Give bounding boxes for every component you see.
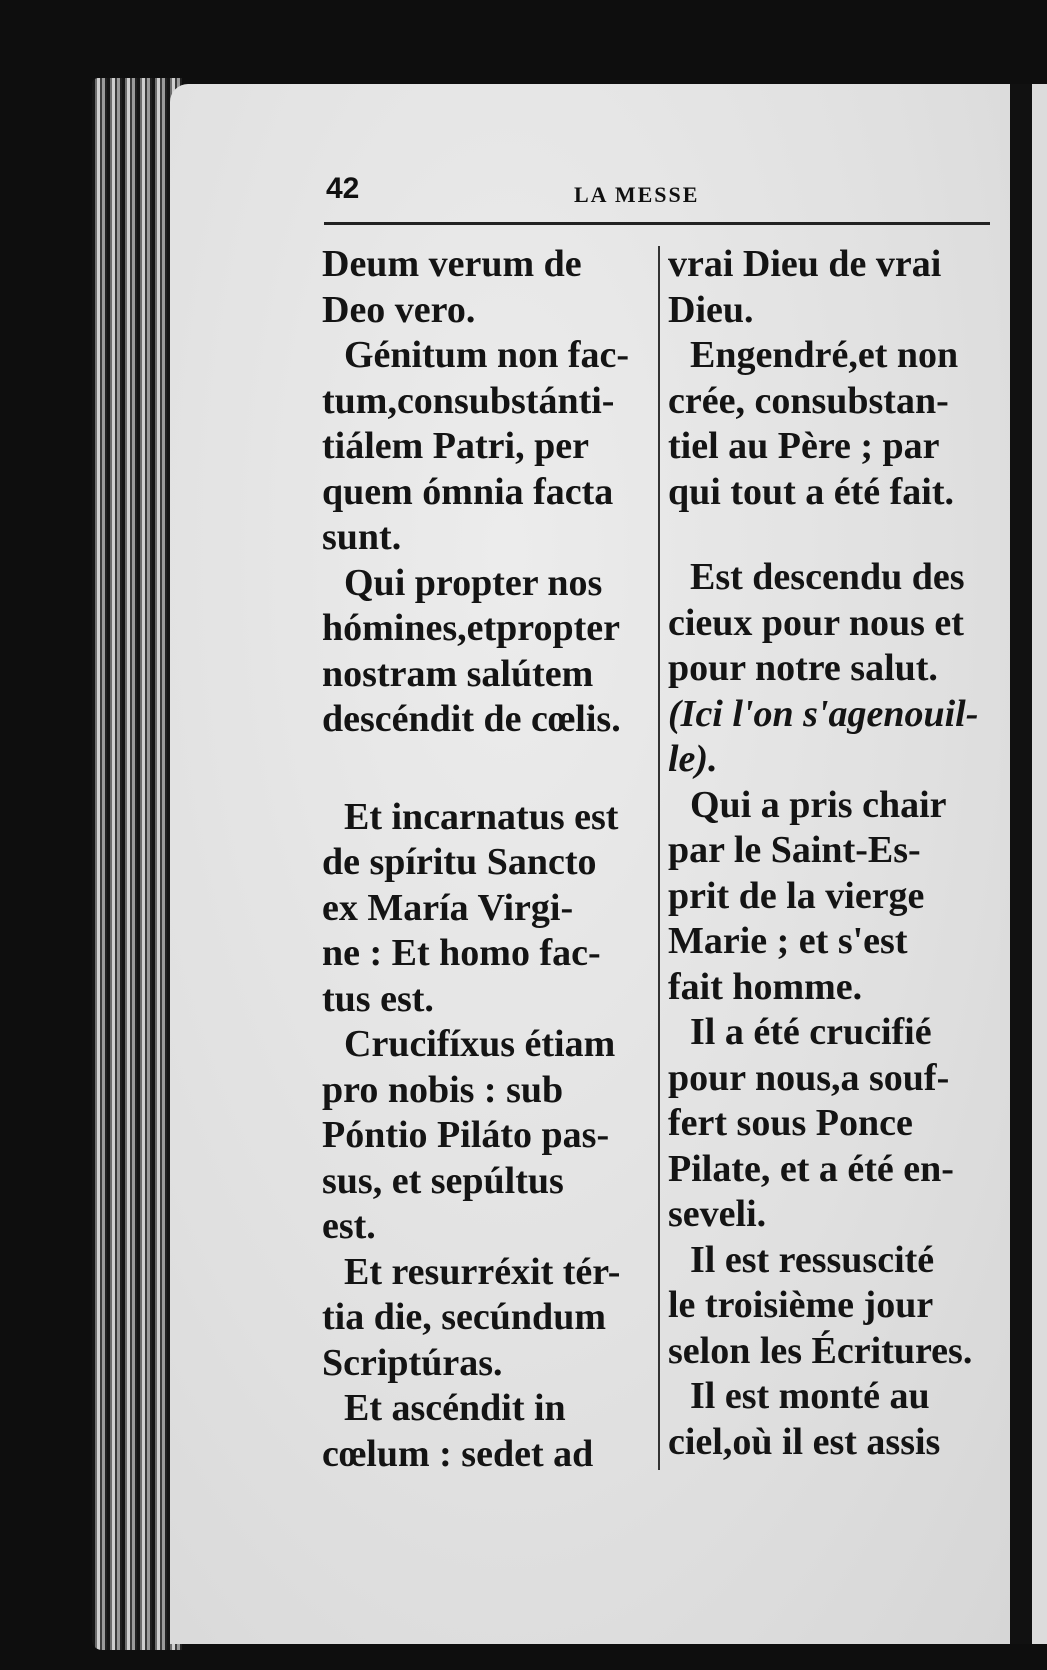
french-paragraph: Il est monté au ciel,où il est assis xyxy=(668,1375,941,1463)
page-stack-edges xyxy=(92,78,182,1650)
latin-paragraph: Deum verum de Deo vero. xyxy=(322,243,582,331)
page-number: 42 xyxy=(326,172,360,205)
french-paragraph: vrai Dieu de vrai Dieu. xyxy=(668,243,942,331)
header-rule xyxy=(324,222,990,225)
french-paragraph: Il a été crucifié pour nous,a souf- fert sous Ponce Pilate, et a été en- seveli. xyxy=(668,1011,954,1235)
spacer xyxy=(322,743,644,795)
latin-column xyxy=(322,242,644,1477)
latin-paragraph: Qui propter nos hómines,etpropter nostram salútem descéndit de cœlis. xyxy=(322,561,621,740)
latin-paragraph: Génitum non fac- tum,consubstánti- tiálem Patri, per quem ómnia facta sunt. xyxy=(322,334,629,558)
facing-page-edge xyxy=(1032,84,1047,1644)
spacer xyxy=(668,515,992,555)
column-divider xyxy=(658,246,660,1470)
french-paragraph: Engendré,et non crée, consubstan- tiel au Père ; par qui tout a été fait. xyxy=(668,334,959,513)
latin-paragraph: Crucifíxus étiam pro nobis : sub Póntio Piláto pas- sus, et sepúltus est. xyxy=(322,1023,616,1247)
french-paragraph: Est descendu des cieux pour nous et pour notre salut. xyxy=(668,556,965,689)
stage-direction: (Ici l'on s'agenouil- le). xyxy=(668,692,979,780)
french-paragraph: Qui a pris chair par le Saint-Es- prit de la vierge Marie ; et s'est fait homme. xyxy=(668,783,947,1008)
latin-paragraph: Et ascéndit in cœlum : sedet ad xyxy=(322,1387,594,1475)
french-column xyxy=(668,242,992,1465)
latin-paragraph: Et resurréxit tér- tia die, secúndum Scriptúras. xyxy=(322,1250,621,1384)
book-gutter-shadow xyxy=(1010,84,1032,1644)
page-header xyxy=(326,172,991,212)
latin-paragraph: Et incarnatus est de spíritu Sancto ex María Virgi- ne : Et homo fac- tus est. xyxy=(322,795,619,1020)
french-paragraph: Il est ressuscité le troisième jour selon les Écritures. xyxy=(668,1238,973,1372)
running-title: LA MESSE xyxy=(574,182,700,207)
